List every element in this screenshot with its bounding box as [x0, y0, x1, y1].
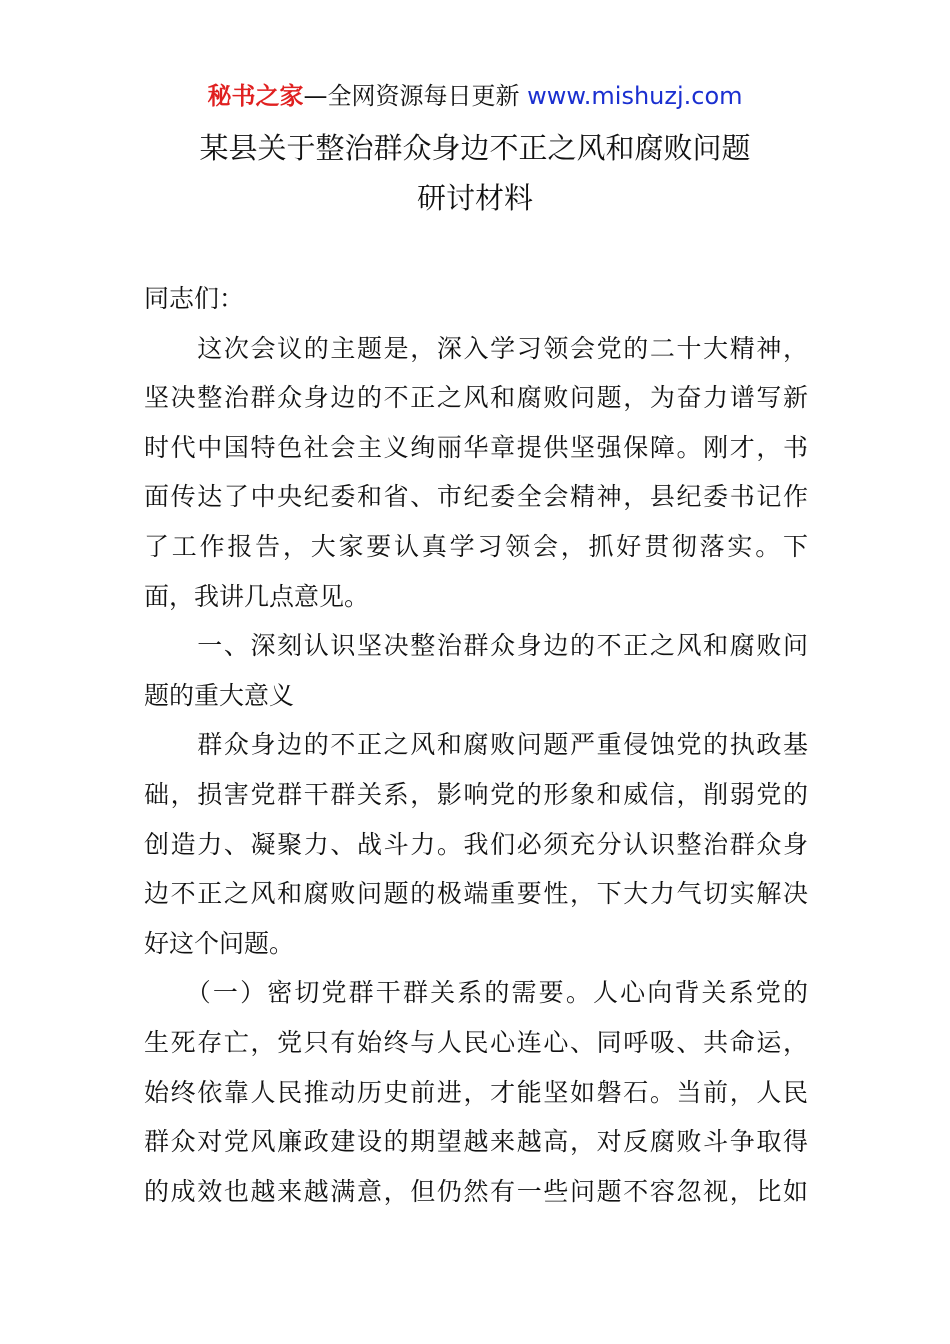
body-line: 生死存亡，党只有始终与人民心连心、同呼吸、共命运， [144, 1027, 808, 1057]
document-body [144, 274, 808, 1216]
body-line: 始终依靠人民推动历史前进，才能坚如磐石。当前，人民 [144, 1077, 808, 1107]
subsection-heading-line: （一）密切党群干群关系的需要。人心向背关系党的 [144, 978, 808, 1008]
body-line: 面传达了中央纪委和省、市纪委全会精神，县纪委书记作 [144, 482, 808, 512]
document-title-line-2: 研讨材料 [416, 181, 533, 215]
body-line: 了工作报告，大家要认真学习领会，抓好贯彻落实。下 [144, 531, 808, 561]
body-line: 群众身边的不正之风和腐败问题严重侵蚀党的执政基 [144, 730, 808, 760]
body-line: 面，我讲几点意见。 [144, 581, 370, 611]
brand-name: 秘书之家 [207, 82, 304, 110]
body-line: 好这个问题。 [144, 928, 295, 958]
section-heading-line: 一、深刻认识坚决整治群众身边的不正之风和腐败问 [144, 631, 808, 661]
body-line: 时代中国特色社会主义绚丽华章提供坚强保障。刚才，书 [144, 432, 808, 462]
body-line: 同志们： [144, 284, 245, 313]
site-header [0, 80, 950, 112]
body-line: 边不正之风和腐败问题的极端重要性，下大力气切实解决 [144, 879, 808, 909]
body-line: 群众对党风廉政建设的期望越来越高，对反腐败斗争取得 [144, 1127, 808, 1157]
document-title-line-1: 某县关于整治群众身边不正之风和腐败问题 [199, 131, 751, 165]
site-url-link[interactable]: www.mishuzj.com [527, 82, 743, 110]
body-line: 这次会议的主题是，深入学习领会党的二十大精神， [144, 333, 808, 363]
site-tagline: —全网资源每日更新 [303, 82, 528, 110]
body-line: 坚决整治群众身边的不正之风和腐败问题，为奋力谱写新 [144, 383, 808, 413]
section-heading-line: 题的重大意义 [144, 680, 295, 710]
body-line: 础，损害党群干群关系，影响党的形象和威信，削弱党的 [144, 779, 808, 809]
body-line: 创造力、凝聚力、战斗力。我们必须充分认识整治群众身 [144, 829, 808, 859]
body-line: 的成效也越来越满意，但仍然有一些问题不容忽视，比如 [144, 1176, 808, 1206]
